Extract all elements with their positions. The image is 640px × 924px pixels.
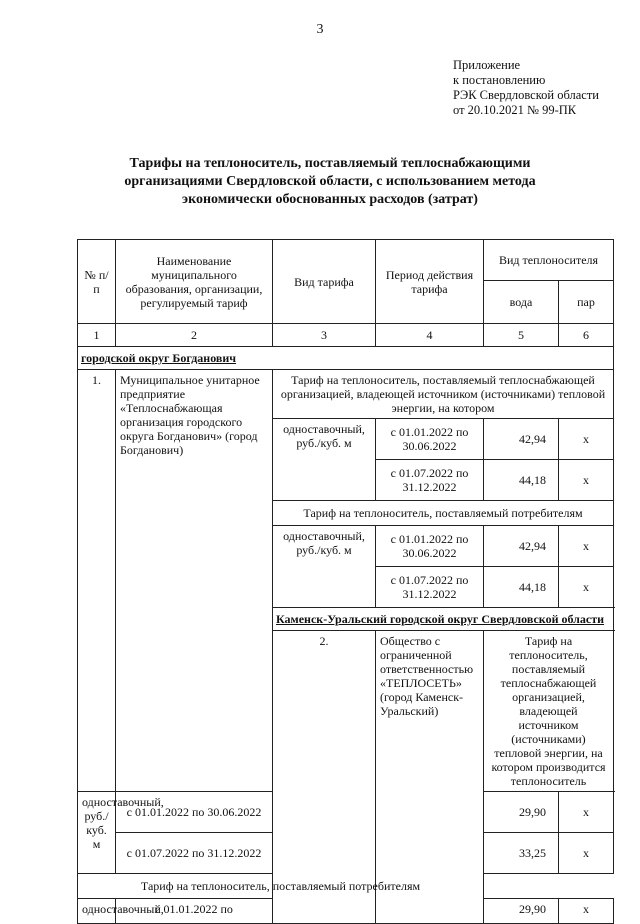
tariff-group-title: Тариф на теплоноситель, поставляемый теплоснабжающей организацией, владеющей источником (источниками) тепловой энергии, на котором производится теплоноситель — [484, 631, 614, 792]
appendix-line: РЭК Свердловской области — [453, 88, 599, 102]
tariff-period: с 01.01.2022 по 30.06.2022 — [116, 792, 273, 833]
water-value: 33,25 — [484, 833, 559, 874]
org-number: 2. — [273, 631, 376, 924]
tariff-period: с 01.07.2022 по 31.12.2022 — [376, 460, 484, 501]
document-title — [100, 155, 560, 209]
header-type: Вид тарифа — [273, 240, 376, 324]
tariff-table — [77, 239, 614, 924]
water-value: 29,90 — [484, 899, 559, 924]
column-number-row — [78, 324, 614, 347]
column-number: 4 — [376, 324, 484, 347]
water-value: 44,18 — [484, 460, 559, 501]
org-number: 1. — [78, 370, 116, 792]
header-num: № п/п — [78, 240, 116, 324]
water-value: 44,18 — [484, 567, 559, 608]
steam-value: х — [559, 419, 614, 460]
tariff-period: с 01.01.2022 по 30.06.2022 — [376, 526, 484, 567]
tariff-type: одноставочный, руб./куб. м — [273, 526, 376, 608]
header-steam: пар — [559, 281, 614, 324]
tariff-group-title: Тариф на теплоноситель, поставляемый потребителям — [273, 501, 614, 526]
water-value: 42,94 — [484, 526, 559, 567]
table-row — [78, 370, 614, 419]
tariff-type: одноставочный, — [78, 899, 116, 924]
tariff-type: одноставочный, руб./куб. м — [273, 419, 376, 501]
district-name: Каменск-Уральский городской округ Свердловской области — [273, 608, 614, 631]
tariff-group-title: Тариф на теплоноситель, поставляемый потребителям — [78, 874, 484, 899]
steam-value: х — [559, 567, 614, 608]
tariff-type: одноставочный, руб./куб. м — [78, 792, 116, 874]
steam-value: х — [559, 833, 614, 874]
org-name: Муниципальное унитарное предприятие «Теплоснабжающая организация городского округа Богданович» (город Богданович) — [116, 370, 273, 792]
header-water: вода — [484, 281, 559, 324]
header-name: Наименование муниципального образования, организации, регулируемый тариф — [116, 240, 273, 324]
page-number: 3 — [316, 22, 324, 37]
title-line: экономически обоснованных расходов (затрат) — [182, 192, 478, 207]
tariff-group-title: Тариф на теплоноситель, поставляемый теплоснабжающей организацией, владеющей источником (источниками) тепловой энергии, на котором — [273, 370, 614, 419]
title-line: организациями Свердловской области, с использованием метода — [124, 174, 536, 189]
column-number: 3 — [273, 324, 376, 347]
district-name: городской округ Богданович — [78, 347, 614, 370]
tariff-period: с 01.01.2022 по 30.06.2022 — [376, 419, 484, 460]
tariff-period: с 01.07.2022 по 31.12.2022 — [376, 567, 484, 608]
appendix-line: Приложение — [453, 58, 521, 72]
appendix-line: от 20.10.2021 № 99-ПК — [453, 103, 577, 117]
table-row — [78, 874, 614, 899]
steam-value: х — [559, 899, 614, 924]
header-row — [78, 240, 614, 281]
column-number: 5 — [484, 324, 559, 347]
steam-value: х — [559, 460, 614, 501]
header-carrier: Вид теплоносителя — [484, 240, 614, 281]
water-value: 42,94 — [484, 419, 559, 460]
title-line: Тарифы на теплоноситель, поставляемый теплоснабжающими — [129, 156, 531, 171]
column-number: 1 — [78, 324, 116, 347]
appendix-line: к постановлению — [453, 73, 546, 87]
steam-value: х — [559, 526, 614, 567]
tariff-period: с 01.01.2022 по — [116, 899, 273, 924]
column-number: 2 — [116, 324, 273, 347]
org-name: Общество с ограниченной ответственностью «ТЕПЛОСЕТЬ» (город Каменск-Уральский) — [376, 631, 484, 924]
tariff-period: с 01.07.2022 по 31.12.2022 — [116, 833, 273, 874]
appendix-note — [453, 58, 599, 118]
water-value: 29,90 — [484, 792, 559, 833]
district-row — [78, 347, 614, 370]
column-number: 6 — [559, 324, 614, 347]
steam-value: х — [559, 792, 614, 833]
header-period: Период действия тарифа — [376, 240, 484, 324]
